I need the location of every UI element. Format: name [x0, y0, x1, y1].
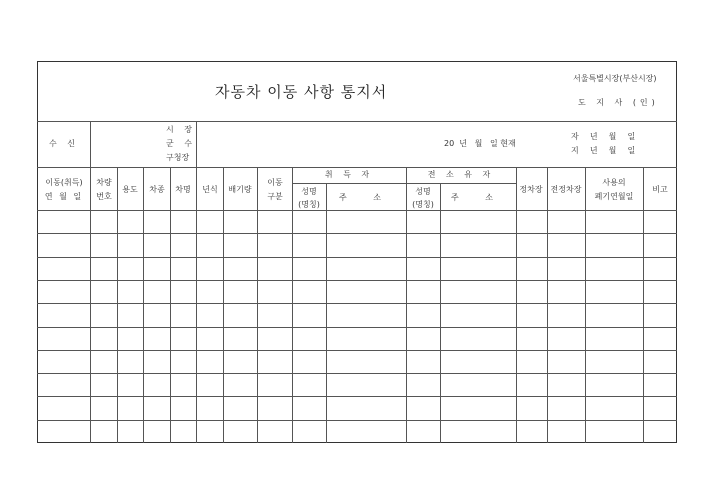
col-line [292, 167, 293, 443]
col-line [90, 167, 91, 443]
period-from: 자 년 월 일 [571, 132, 638, 141]
col-line [170, 167, 171, 443]
table-row-line [37, 327, 677, 328]
document-title: 자동차 이동 사항 통지서 [215, 83, 388, 101]
prev-owner-name-header-line2: (명칭) [412, 200, 434, 209]
col-line [326, 183, 327, 443]
header-scrap-date: 사용의 [602, 178, 626, 187]
header-garage: 정차장 [519, 185, 543, 194]
official-county-head: 군 수 [166, 139, 196, 148]
col-line [643, 167, 644, 443]
col-line [585, 167, 586, 443]
col-line [117, 167, 118, 443]
period-to: 지 년 월 일 [571, 146, 638, 155]
col-line [196, 167, 197, 443]
header-year-model: 년식 [202, 185, 218, 194]
header-scrap-date-line2: 폐기연월일 [594, 192, 634, 201]
acquirer-name-header: 성명 [301, 187, 317, 196]
table-top-line [37, 167, 677, 168]
header-usage: 용도 [122, 185, 138, 194]
prev-owner-address-header: 주 소 [451, 193, 505, 202]
header-remarks: 비고 [652, 185, 668, 194]
acquirer-name-header-line2: (명칭) [298, 200, 320, 209]
header-move-date: 이동(취득) [45, 178, 83, 187]
header-car-type: 차종 [149, 185, 165, 194]
table-row-line [37, 303, 677, 304]
header-car-number-line2: 번호 [96, 192, 112, 201]
recipient-divider-2 [196, 121, 197, 167]
col-line [223, 167, 224, 443]
header-car-number: 차량 [96, 178, 112, 187]
table-row-line [37, 420, 677, 421]
issuer-line-2: 도 지 사 (인) [578, 98, 659, 107]
table-row-line [37, 233, 677, 234]
header-move-kind: 이동 [267, 178, 283, 187]
table-row-line [37, 373, 677, 374]
table-row-line [37, 350, 677, 351]
group-previous-owner: 전 소 유 자 [427, 170, 495, 179]
issuer-line-1: 서울특별시장(부산시장) [573, 74, 657, 83]
col-line [547, 167, 548, 443]
col-line [516, 167, 517, 443]
as-of-date: 20 년 월 일 현재 [444, 139, 516, 148]
header-displacement: 배기량 [228, 185, 252, 194]
official-mayor: 시 장 [166, 125, 196, 134]
header-move-kind-line2: 구분 [267, 192, 283, 201]
col-line [406, 167, 407, 443]
official-district-head: 구청장 [166, 153, 190, 162]
recipient-divider-1 [90, 121, 91, 167]
table-row-line [37, 396, 677, 397]
group-acquirer: 취 득 자 [324, 170, 374, 179]
acquirer-address-header: 주 소 [339, 193, 393, 202]
header-car-name: 차명 [175, 185, 191, 194]
recipient-label: 수 신 [49, 139, 79, 148]
header-divider [37, 121, 677, 122]
table-header-bottom [37, 210, 677, 211]
table-row-line [37, 280, 677, 281]
col-line [143, 167, 144, 443]
col-line [257, 167, 258, 443]
prev-owner-name-header: 성명 [415, 187, 431, 196]
table-row-line [37, 257, 677, 258]
col-line [440, 183, 441, 443]
header-previous-garage: 전정차장 [550, 185, 582, 194]
form-frame [37, 61, 677, 443]
header-move-date-line2: 연 월 일 [44, 192, 84, 201]
